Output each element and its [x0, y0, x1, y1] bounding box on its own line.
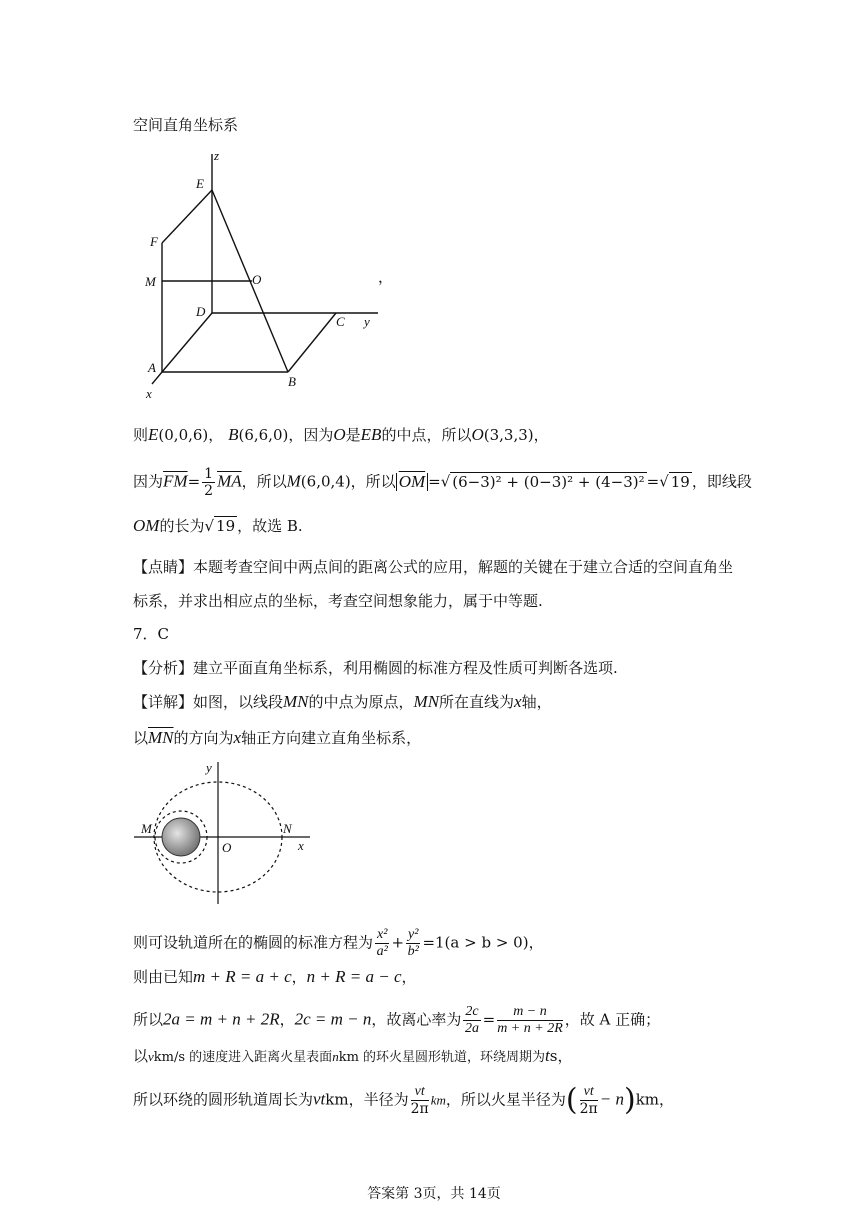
comment-line-2: 标系，并求出相应点的坐标，考查空间想象能力，属于中等题. — [133, 592, 543, 610]
radius-line: 所以环绕的圆形轨道周长为vtkm，半径为 $\frac{vt}{2\pi}$ km，所以火星半径为( $\frac{vt}{2\pi}$ − n)km， — [133, 1082, 675, 1118]
label-d: D — [196, 304, 206, 319]
section-heading: 空间直角坐标系 — [133, 116, 239, 134]
fig2-label-n: N — [283, 821, 292, 836]
page-footer: 答案第 3页，共 14页 — [367, 1186, 501, 1202]
label-z: z — [214, 148, 220, 163]
axis-direction-line: 以$\overline{MN}$的方向为x轴正方向建立直角坐标系， — [133, 728, 422, 747]
ellipse-figure — [130, 760, 320, 910]
fig2-label-x: x — [298, 838, 304, 853]
label-o: O — [252, 272, 262, 287]
detail-line: 【详解】如图，以线段MN的中点为原点，MN所在直线为x轴， — [133, 692, 552, 711]
label-y: y — [364, 314, 370, 329]
question-7-answer: 7．C — [133, 625, 170, 643]
label-c: C — [336, 314, 345, 329]
fig2-label-o: O — [222, 840, 232, 855]
orbit-line: 以vkm/s 的速度进入距离火星表面nkm 的环火星圆形轨道，环绕周期为ts， — [133, 1046, 573, 1065]
comment-line-1: 【点睛】本题考查空间中两点间的距离公式的应用，解题的关键在于建立合适的空间直角坐 — [133, 558, 734, 576]
label-b: B — [288, 374, 296, 389]
length-line: OM的长为√ 19 ，故选 B. — [133, 516, 303, 535]
fig2-label-y: y — [206, 760, 212, 775]
label-a: A — [148, 360, 156, 375]
cube-figure — [140, 148, 390, 403]
coords-line: 则E(0,0,6)， B(6,6,0)，因为O是EB的中点，所以O(3,3,3)， — [133, 425, 549, 444]
label-m: M — [145, 274, 156, 289]
label-f: F — [150, 234, 158, 249]
eccentricity-line: 所以2a = m + n + 2R，2c = m − n，故离心率为 $\frac{2c}{2a}$ = $\frac{m - n}{m + n + 2R}$ ，故 A 正确； — [133, 1004, 661, 1036]
distance-line: 因为$\overline{FM}=$ $\frac{1}{2}$ $\overline{MA}$，所以M(6,0,4)，所以 $\overline{OM}$ =√ (6−3)² + (0−3)² + (4−3)² =√ 19 ，即线段 — [133, 466, 752, 499]
label-e: E — [196, 176, 204, 191]
ellipse-equation-line: 则可设轨道所在的椭圆的标准方程为 $\frac{\text{x²}}{\text{a²}}$ + $\frac{\text{y²}}{\text{b²}}$ =1(a > b > 0)， — [133, 927, 544, 959]
analysis-line: 【分析】建立平面直角坐标系，利用椭圆的标准方程及性质可判断各选项. — [133, 659, 618, 677]
figure-trailing-comma: ， — [378, 268, 394, 286]
label-x: x — [146, 386, 152, 401]
fig2-label-m: M — [141, 821, 152, 836]
known-line: 则由已知m + R = a + c，n + R = a − c， — [133, 967, 417, 986]
